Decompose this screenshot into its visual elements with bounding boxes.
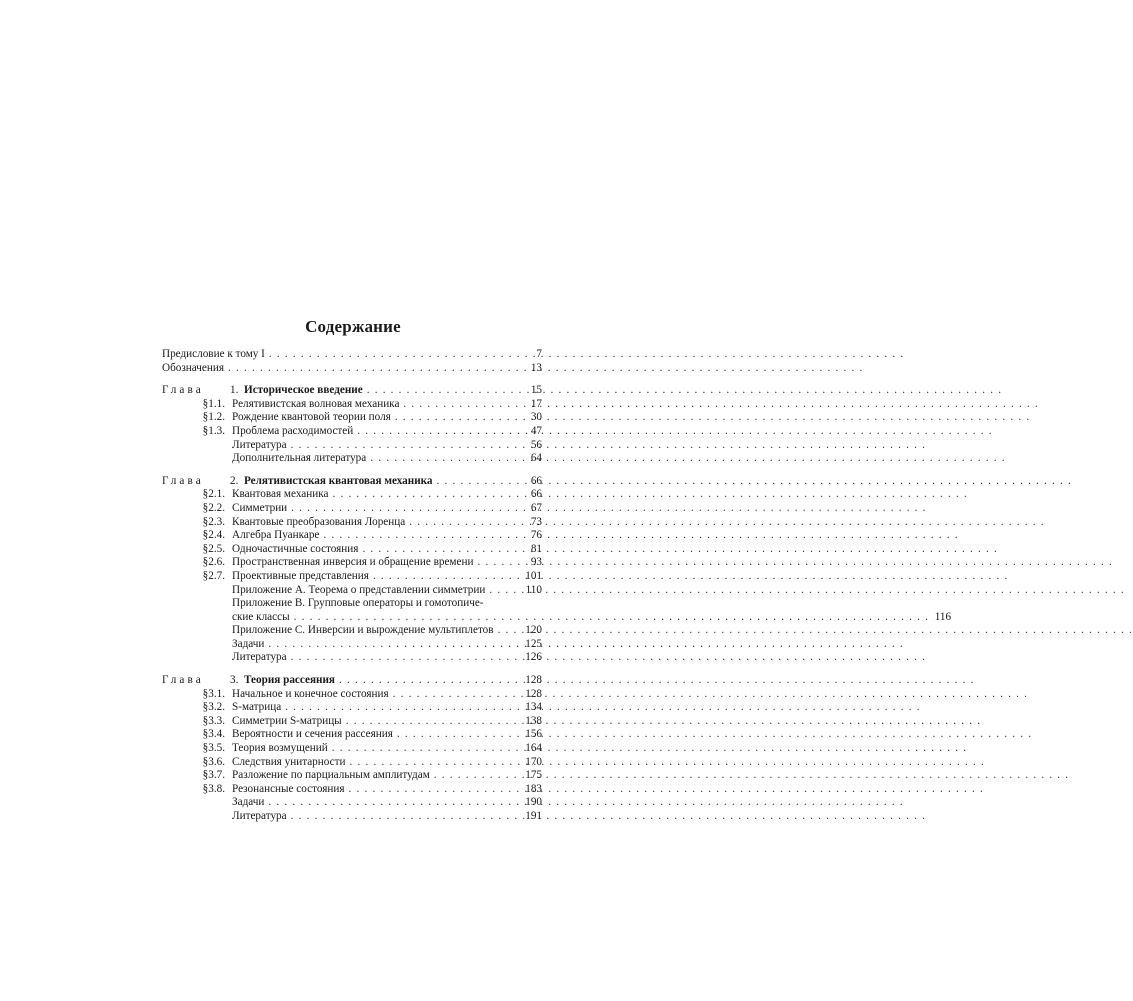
section-text: Литература: [232, 810, 287, 822]
section-page: 30: [530, 411, 542, 424]
toc-section[interactable]: [162, 502, 542, 516]
section-page: 93: [530, 556, 542, 569]
section-number: §2.1.: [202, 488, 225, 501]
section-number: §2.5.: [202, 542, 225, 555]
leader-dots: [409, 516, 520, 530]
section-page: 120: [525, 624, 542, 637]
leader-dots: [397, 728, 520, 742]
leader-dots: [268, 796, 520, 810]
leader-dots: [362, 543, 520, 557]
chapter-number: 1.: [230, 384, 239, 397]
leader-dots: [294, 611, 930, 625]
page-title: Содержание: [305, 317, 401, 336]
chapter-label: Глава: [162, 384, 204, 397]
leader-dots: [403, 398, 520, 412]
toc-section[interactable]: [162, 769, 542, 783]
leader-dots: [291, 502, 520, 516]
section-number: §3.5.: [202, 742, 225, 755]
section-number: §2.3.: [202, 515, 225, 528]
toc-section[interactable]: [162, 398, 542, 412]
section-page: 134: [525, 701, 542, 714]
chapter-label: Глава: [162, 474, 204, 487]
toc-section[interactable]: [162, 715, 542, 729]
leader-dots: [349, 756, 520, 770]
section-page: 128: [525, 687, 542, 700]
section-number: §3.3.: [202, 714, 225, 727]
leader-dots: [393, 688, 520, 702]
toc-section[interactable]: [162, 411, 542, 425]
section-text: Разложение по парциальным амплитудам: [232, 769, 430, 782]
leader-dots: [339, 674, 520, 688]
chapter-page: 66: [530, 474, 542, 487]
entry-page: 7: [536, 348, 542, 360]
toc-section[interactable]: [162, 701, 542, 715]
section-page: 66: [530, 488, 542, 501]
toc-section[interactable]: [162, 584, 542, 598]
section-text: Теория возмущений: [232, 742, 328, 755]
toc-section[interactable]: [162, 516, 542, 530]
section-number: §3.8.: [202, 782, 225, 795]
leader-dots: [373, 570, 520, 584]
section-text: Приложение B. Групповые операторы и гомотопиче-: [232, 597, 484, 610]
section-number: §2.6.: [202, 556, 225, 569]
section-text: Одночастичные состояния: [232, 542, 359, 555]
section-page: 126: [525, 651, 542, 664]
section-number: §2.7.: [202, 569, 225, 582]
leader-dots: [489, 584, 520, 598]
section-text: Квантовая механика: [232, 488, 329, 501]
section-number: §1.3.: [202, 424, 225, 437]
toc-section[interactable]: [162, 688, 542, 702]
leader-dots: [291, 651, 520, 665]
leader-dots: [268, 638, 520, 652]
section-number: §3.1.: [202, 687, 225, 700]
leader-dots: [498, 624, 520, 638]
section-page: 125: [525, 637, 542, 650]
chapter-title: Теория рассеяния: [244, 674, 335, 687]
leader-dots: [349, 783, 521, 797]
section-page: 101: [525, 569, 542, 582]
section-number: §3.7.: [202, 769, 225, 782]
section-text: Следствия унитарности: [232, 755, 346, 768]
toc-section[interactable]: [162, 742, 542, 756]
section-text: Пространственная инверсия и обращение времени: [232, 556, 474, 569]
toc-entry-notation[interactable]: [162, 362, 542, 376]
section-text: Симметрии S-матрицы: [232, 714, 342, 727]
section-page: 156: [525, 728, 542, 741]
section-page: 56: [530, 438, 542, 451]
section-number: §3.6.: [202, 755, 225, 768]
section-text: Алгебра Пуанкаре: [232, 529, 320, 542]
section-page: 64: [530, 452, 542, 465]
section-page: 81: [530, 542, 542, 555]
section-number: §3.2.: [202, 701, 225, 714]
chapter-page: 128: [525, 674, 542, 687]
toc-chapter-2[interactable]: [162, 475, 542, 489]
section-text: Проективные представления: [232, 569, 369, 582]
table-of-contents: [162, 348, 952, 824]
toc-section[interactable]: [162, 638, 542, 652]
section-text: Вероятности и сечения рассеяния: [232, 728, 393, 741]
leader-dots: [437, 475, 520, 489]
section-page: 138: [525, 714, 542, 727]
toc-section[interactable]: [162, 570, 542, 584]
leader-dots: [370, 452, 520, 466]
section-page: 190: [525, 796, 542, 809]
chapter-title: Релятивистская квантовая механика: [244, 474, 433, 487]
section-text: S-матрица: [232, 701, 282, 714]
section-text-continued: ские классы: [232, 610, 290, 623]
section-number: §2.4.: [202, 529, 225, 542]
leader-dots: [291, 810, 520, 824]
toc-section[interactable]: [162, 651, 542, 665]
section-text: Резонансные состояния: [232, 782, 345, 795]
leader-dots: [332, 742, 520, 756]
toc-section[interactable]: [162, 556, 542, 570]
section-page: 170: [525, 755, 542, 768]
leader-dots: [477, 556, 520, 570]
toc-section[interactable]: [162, 452, 542, 466]
section-text: Квантовые преобразования Лоренца: [232, 515, 406, 528]
section-text: Задачи: [232, 637, 265, 650]
section-page: 164: [525, 742, 542, 755]
toc-section[interactable]: [162, 783, 542, 797]
leader-dots: [323, 529, 520, 543]
section-number: §3.4.: [202, 728, 225, 741]
section-page: 191: [525, 810, 542, 822]
section-page: 110: [525, 583, 542, 596]
section-page: 175: [525, 769, 542, 782]
section-page: 76: [530, 529, 542, 542]
section-page: 183: [525, 782, 542, 795]
section-page: 67: [530, 501, 542, 514]
chapter-label: Глава: [162, 674, 204, 687]
section-text: Релятивистская волновая механика: [232, 397, 400, 410]
section-text: Проблема расходимостей: [232, 424, 354, 437]
leader-dots: [291, 439, 520, 453]
section-page: 17: [530, 397, 542, 410]
section-text: Симметрии: [232, 501, 288, 514]
section-text: Литература: [232, 651, 287, 664]
section-number: §2.2.: [202, 501, 225, 514]
section-text: Приложение A. Теорема о представлении симметрии: [232, 583, 486, 596]
section-number: §1.2.: [202, 411, 225, 424]
entry-text: Обозначения: [162, 361, 225, 374]
leader-dots: [285, 701, 520, 715]
section-page: 47: [530, 424, 542, 437]
leader-dots: [346, 715, 520, 729]
section-number: §1.1.: [202, 397, 225, 410]
section-text: Приложение C. Инверсии и вырождение мультиплетов: [232, 624, 494, 637]
entry-text: Предисловие к тому I: [162, 348, 265, 360]
toc-section[interactable]: [162, 529, 542, 543]
section-page: 73: [530, 515, 542, 528]
toc-section[interactable]: [162, 488, 542, 502]
toc-section[interactable]: [162, 624, 542, 638]
toc-entry-preface[interactable]: [162, 348, 542, 362]
toc-section[interactable]: [162, 439, 542, 453]
chapter-number: 2.: [230, 474, 239, 487]
toc-section[interactable]: [162, 597, 952, 624]
leader-dots: [357, 425, 520, 439]
toc-section[interactable]: [162, 728, 542, 742]
chapter-page: 15: [530, 384, 542, 397]
leader-dots: [269, 348, 520, 362]
section-text: Рождение квантовой теории поля: [232, 411, 391, 424]
chapter-number: 3.: [230, 674, 239, 687]
leader-dots: [332, 488, 520, 502]
leader-dots: [367, 384, 520, 398]
toc-section[interactable]: [162, 756, 542, 770]
leader-dots: [228, 362, 520, 376]
section-text: Начальное и конечное состояния: [232, 687, 389, 700]
leader-dots: [395, 411, 520, 425]
section-text: Задачи: [232, 796, 265, 809]
toc-chapter-1[interactable]: [162, 384, 542, 398]
chapter-title: Историческое введение: [244, 384, 363, 397]
entry-page: 13: [530, 361, 542, 374]
toc-section[interactable]: [162, 810, 542, 824]
section-text: Дополнительная литература: [232, 452, 367, 465]
section-page: 116: [934, 610, 952, 623]
toc-section[interactable]: [162, 425, 542, 439]
toc-section[interactable]: [162, 543, 542, 557]
section-text: Литература: [232, 438, 287, 451]
toc-section[interactable]: [162, 796, 542, 810]
leader-dots: [434, 769, 520, 783]
toc-chapter-3[interactable]: [162, 674, 542, 688]
